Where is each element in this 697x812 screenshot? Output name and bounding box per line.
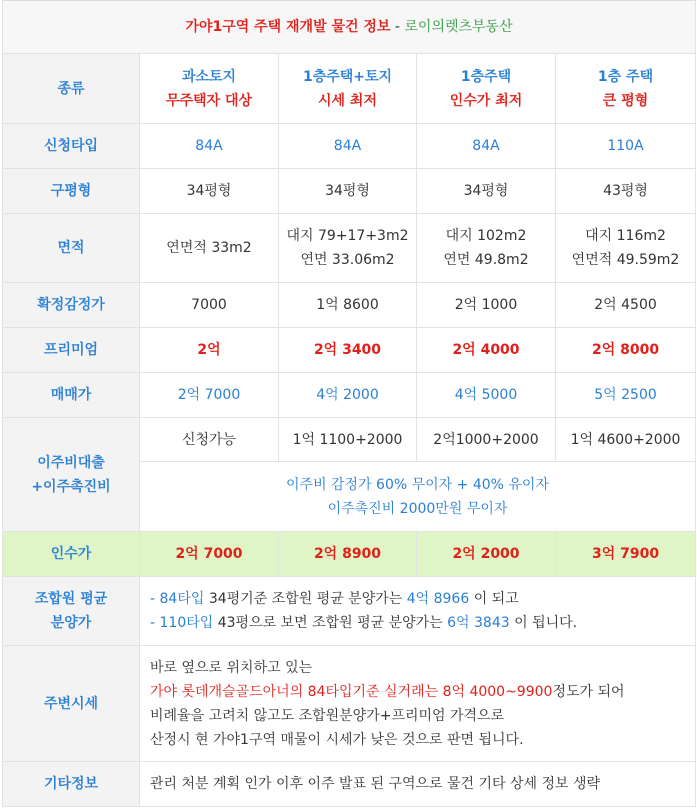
nearby-line4: 산정시 현 가야1구역 매물이 시세가 낮은 것으로 판면 됩니다. xyxy=(150,731,524,748)
premium-cell: 2억 8000 xyxy=(556,328,696,373)
sale-price-cell: 5억 2500 xyxy=(556,373,696,418)
sale-price-cell: 2억 7000 xyxy=(140,373,279,418)
type-line2: 무주택자 대상 xyxy=(165,92,253,109)
area-cell-3 xyxy=(417,214,556,283)
takeover-cell: 2억 7000 xyxy=(140,532,279,577)
relocation-note xyxy=(140,462,696,532)
avg-price-content xyxy=(140,577,696,646)
avg-price-label-line2: 분양가 xyxy=(50,615,92,631)
apply-type-cell: 110A xyxy=(556,124,696,169)
old-size-cell: 34평형 xyxy=(417,169,556,214)
type-line1: 1층 주택 xyxy=(597,68,654,85)
property-table xyxy=(2,0,696,807)
old-size-cell: 43평형 xyxy=(556,169,696,214)
avg-price-110-type: - 110타입 xyxy=(150,615,214,631)
old-size-row xyxy=(3,169,696,214)
relocation-cell: 신청가능 xyxy=(140,418,279,462)
area-line2: 연면 33.06m2 xyxy=(300,252,395,268)
premium-cell: 2억 4000 xyxy=(417,328,556,373)
area-line1: 연면적 33m2 xyxy=(166,240,252,256)
sale-price-cell: 4억 2000 xyxy=(279,373,417,418)
row-label-nearby: 주변시세 xyxy=(3,646,140,762)
type-line2: 큰 평형 xyxy=(602,92,649,109)
nearby-highlight: 가야 롯데개슬골드아너의 84타입기준 실거래는 8억 4000~9900 xyxy=(150,683,553,700)
sale-price-row xyxy=(3,373,696,418)
title-row xyxy=(3,1,696,54)
area-cell-1 xyxy=(140,214,279,283)
type-line1: 1층주택+토지 xyxy=(302,68,393,85)
avg-price-110-suffix: 이 됩니다. xyxy=(509,615,578,631)
row-label-avg-price xyxy=(3,577,140,646)
etc-content: 관리 처분 계획 인가 이후 이주 발표 된 구역으로 물건 기타 상세 정보 생략 xyxy=(140,762,696,807)
area-line2: 연면적 49.59m2 xyxy=(571,252,680,268)
type-line2: 시세 최저 xyxy=(318,92,377,109)
area-cell-4 xyxy=(556,214,696,283)
relocation-row xyxy=(3,418,696,462)
type-cell-3 xyxy=(417,54,556,124)
old-size-cell: 34평형 xyxy=(279,169,417,214)
area-line1: 대지 79+17+3m2 xyxy=(286,228,409,244)
takeover-row xyxy=(3,532,696,577)
nearby-line2 xyxy=(150,680,695,704)
sheet-title xyxy=(3,1,696,54)
row-label-area: 면적 xyxy=(3,214,140,283)
row-label-appraisal: 확정감정가 xyxy=(3,283,140,328)
relocation-note-line1: 이주비 감정가 60% 무이자 + 40% 유이자 xyxy=(286,476,549,493)
takeover-cell: 2억 8900 xyxy=(279,532,417,577)
nearby-content xyxy=(140,646,696,762)
apply-type-row xyxy=(3,124,696,169)
avg-price-row xyxy=(3,577,696,646)
appraisal-cell: 2억 4500 xyxy=(556,283,696,328)
etc-row xyxy=(3,762,696,807)
avg-price-label-line1: 조합원 평균 xyxy=(34,591,108,607)
apply-type-cell: 84A xyxy=(417,124,556,169)
type-line2: 인수가 최저 xyxy=(449,92,523,109)
avg-price-line1 xyxy=(150,587,695,611)
row-label-relocation xyxy=(3,418,140,532)
relocation-cell: 1억 4600+2000 xyxy=(556,418,696,462)
row-label-takeover: 인수가 xyxy=(3,532,140,577)
property-info-sheet xyxy=(2,0,695,807)
row-label-old-size: 구평형 xyxy=(3,169,140,214)
row-label-apply-type: 신청타입 xyxy=(3,124,140,169)
area-cell-2 xyxy=(279,214,417,283)
nearby-row xyxy=(3,646,696,762)
appraisal-cell: 7000 xyxy=(140,283,279,328)
takeover-cell: 3억 7900 xyxy=(556,532,696,577)
old-size-cell: 34평형 xyxy=(140,169,279,214)
sale-price-cell: 4억 5000 xyxy=(417,373,556,418)
relocation-note-line2: 이주촉진비 2000만원 무이자 xyxy=(327,500,508,517)
area-row xyxy=(3,214,696,283)
nearby-line1: 바로 옆으로 위치하고 있는 xyxy=(150,659,313,676)
type-row xyxy=(3,54,696,124)
premium-cell: 2억 3400 xyxy=(279,328,417,373)
type-line1: 1층주택 xyxy=(460,68,512,85)
area-line1: 대지 102m2 xyxy=(445,228,527,244)
avg-price-110-value: 6억 3843 xyxy=(447,615,510,631)
type-line1: 과소토지 xyxy=(181,68,237,85)
apply-type-cell: 84A xyxy=(279,124,417,169)
row-label-premium: 프리미엄 xyxy=(3,328,140,373)
relocation-label-line1: 이주비대출 xyxy=(37,454,105,471)
type-cell-1 xyxy=(140,54,279,124)
avg-price-84-suffix: 이 되고 xyxy=(469,591,519,607)
relocation-label-line2: +이주촉진비 xyxy=(31,478,111,495)
relocation-cell: 2억1000+2000 xyxy=(417,418,556,462)
avg-price-line2 xyxy=(150,611,695,635)
avg-price-84-value: 4억 8966 xyxy=(406,591,470,607)
appraisal-cell: 2억 1000 xyxy=(417,283,556,328)
type-cell-2 xyxy=(279,54,417,124)
avg-price-110-desc: 43평으로 보면 조합원 평균 분양가는 xyxy=(213,615,448,631)
agency-name: 로이의렛츠부동산 xyxy=(404,19,513,35)
avg-price-84-type: - 84타입 xyxy=(150,591,205,607)
appraisal-cell: 1억 8600 xyxy=(279,283,417,328)
row-label-etc: 기타정보 xyxy=(3,762,140,807)
title-main: 가야1구역 주택 재개발 물건 정보 xyxy=(185,19,391,35)
premium-row xyxy=(3,328,696,373)
title-separator: - xyxy=(390,19,405,35)
row-label-sale-price: 매매가 xyxy=(3,373,140,418)
avg-price-84-desc: 34평기준 조합원 평균 분양가는 xyxy=(204,591,407,607)
area-line1: 대지 116m2 xyxy=(585,228,666,244)
premium-cell: 2억 xyxy=(140,328,279,373)
appraisal-row xyxy=(3,283,696,328)
apply-type-cell: 84A xyxy=(140,124,279,169)
relocation-cell: 1억 1100+2000 xyxy=(279,418,417,462)
type-cell-4 xyxy=(556,54,696,124)
nearby-line2-rest: 정도가 되어 xyxy=(552,683,625,700)
nearby-line3: 비례율을 고려치 않고도 조합원분양가+프리미엄 가격으로 xyxy=(150,707,505,724)
takeover-cell: 2억 2000 xyxy=(417,532,556,577)
area-line2: 연면 49.8m2 xyxy=(443,252,529,268)
row-label-type: 종류 xyxy=(3,54,140,124)
